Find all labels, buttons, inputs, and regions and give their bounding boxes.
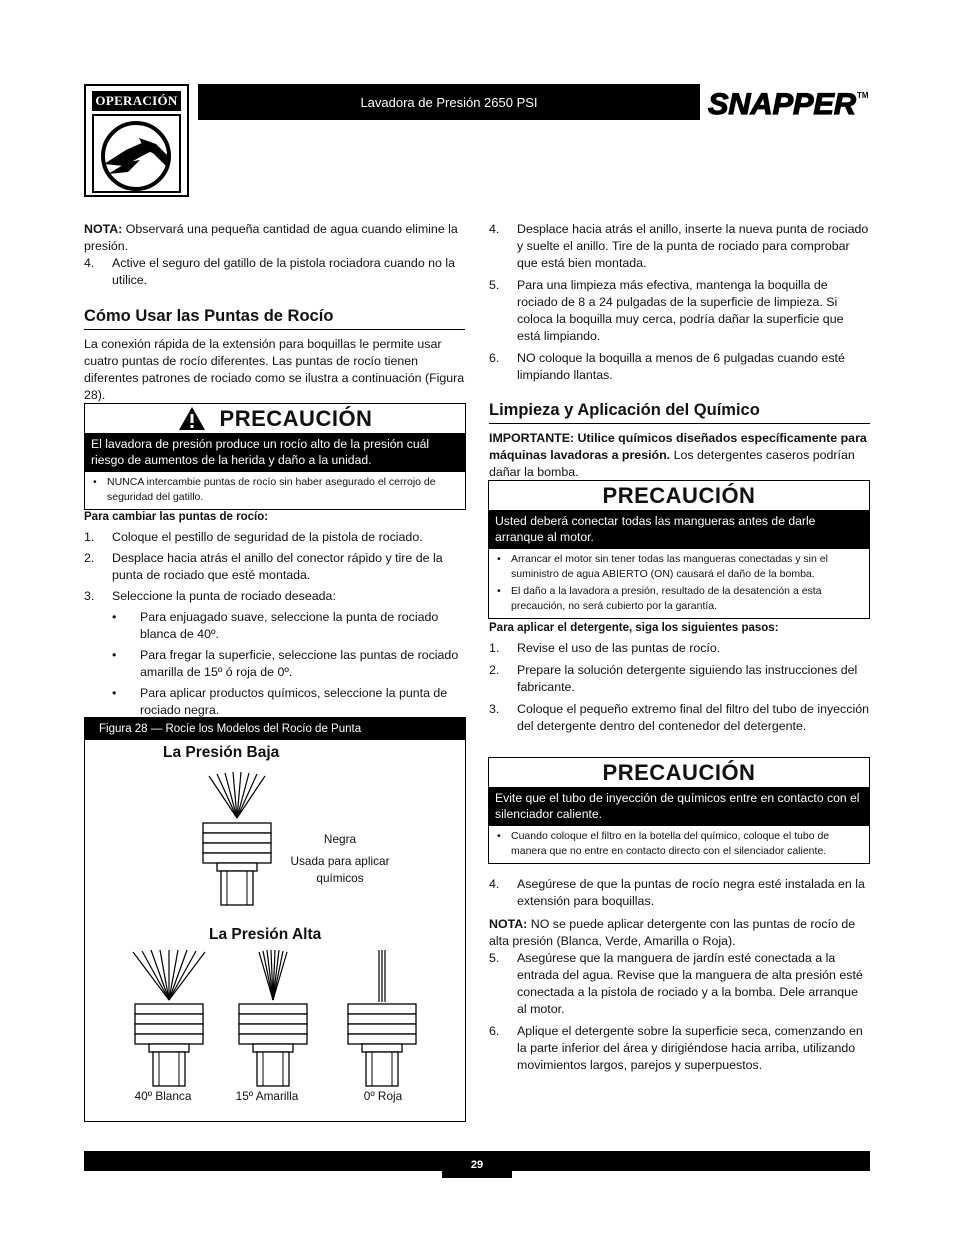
caution-title: PRECAUCIÓN	[602, 482, 756, 508]
note-paragraph	[489, 916, 870, 950]
important-bold: IMPORTANTE: Utilice químicos diseñados específicamente para máquinas lavadoras a presión.	[489, 431, 867, 462]
note-label: NOTA:	[489, 917, 528, 931]
caution-note: • Cuando coloque el filtro en la botella del químico, coloque el tubo de manera que no entre en contacto directo con el silenciador caliente.	[497, 830, 830, 857]
white-nozzle-spray	[133, 950, 205, 1000]
black-tip-description: Usada para aplicar químicos	[290, 854, 390, 885]
brand-logo-text: SNAPPER	[708, 88, 857, 120]
list-item: 5. Para una limpieza más efectiva, mantenga la boquilla de rociado de 8 a 24 pulgadas de la superficie de limpieza. Si coloca la boquilla muy cerca, podría dañar la superficie que está limpiando.	[489, 278, 844, 343]
caution-title: PRECAUCIÓN	[219, 405, 373, 431]
list-item: 3. Seleccione la punta de rociado deseada:	[84, 589, 336, 603]
caution-box-left	[84, 403, 466, 510]
caution-warning: El lavadora de presión produce un rocío alto de la presión cuál riesgo de aumentos de la herida y daño a la unidad.	[85, 433, 465, 472]
caution-header	[489, 758, 869, 787]
list-item: 2. Desplace hacia atrás el anillo del conector rápido y tire de la punta de rociado que esté montada.	[84, 551, 443, 582]
white-nozzle-icon	[135, 1004, 203, 1086]
important-rest: Los detergentes caseros podrían dañar la bomba.	[489, 448, 855, 479]
page-number: 29	[442, 1153, 512, 1178]
caution-notes	[489, 549, 869, 618]
caution-note: • Arrancar el motor sin tener todas las mangueras conectadas y sin el suministro de agua ABIERTO (ON) causará el daño de la bomba.	[497, 553, 828, 580]
bullet-item: • Para aplicar productos químicos, seleccione la punta de rociado negra.	[112, 686, 448, 717]
list-item: 6. NO coloque la boquilla a menos de 6 pulgadas cuando esté limpiando llantas.	[489, 351, 845, 382]
list-item: 5. Asegúrese que la manguera de jardín esté conectada a la entrada del agua. Revise que la manguera de alta presión esté conectada a la pistola de rociado y a la bomba. Dele arranque al motor.	[489, 951, 863, 1016]
right-column-top	[489, 221, 870, 481]
caution-box-muffler	[488, 757, 870, 864]
caution-note-text: NUNCA intercambie puntas de rocío sin haber asegurado el cerrojo de seguridad del gatillo.	[107, 476, 436, 503]
note-paragraph	[84, 221, 465, 255]
list-item	[84, 255, 465, 289]
detergent-title: Para aplicar el detergente, siga los siguientes pasos:	[489, 622, 779, 634]
caution-header	[85, 404, 465, 433]
high-pressure-title: La Presión Alta	[209, 926, 322, 943]
tip-label-red: 0º Roja	[363, 1089, 403, 1103]
brand-trademark: TM	[857, 91, 869, 100]
warning-triangle-icon	[178, 406, 206, 431]
intro-paragraph: La conexión rápida de la extensión para boquillas le permite usar cuatro puntas de rocío diferentes. Las puntas de rocío tienen diferentes patrones de rociado como se ilustra a continuación (Figura 28).	[84, 337, 465, 402]
list-item: 6. Aplique el detergente sobre la superficie seca, comenzando en la parte inferior del área y dirigiéndose hacia arriba, utilizando movimientos largos, parejos y superpuestos.	[489, 1024, 863, 1072]
caution-notes	[85, 472, 465, 509]
black-tip-label: Negra	[323, 832, 357, 846]
red-nozzle-icon	[348, 1004, 416, 1086]
list-item: 3. Coloque el pequeño extremo final del filtro del tubo de inyección del detergente dentro del contenedor del detergente.	[489, 702, 869, 733]
caution-warning: Usted deberá conectar todas las mangueras antes de darle arranque al motor.	[489, 510, 869, 549]
black-nozzle-icon	[203, 823, 271, 905]
list-item: 4. Desplace hacia atrás el anillo, inserte la nueva punta de rociado y suelte el anillo. Tire de la punta de rociado para comprobar que está bien montada.	[489, 222, 869, 270]
red-nozzle-spray	[379, 950, 385, 1002]
bullet-item: • Para fregar la superficie, seleccione las puntas de rociado amarilla de 15º ó roja de 0º.	[112, 648, 459, 679]
caution-box-engine	[488, 480, 870, 619]
note-label: NOTA:	[84, 222, 123, 236]
section-title-chemical: Limpieza y Aplicación del Químico	[489, 400, 870, 424]
note-text: NO se puede aplicar detergente con las puntas de rocío de alta presión (Blanca, Verde, Amarilla o Roja).	[489, 917, 856, 948]
list-item: 1. Coloque el pestillo de seguridad de la pistola de rociado.	[84, 530, 423, 544]
detergent-steps	[489, 620, 870, 735]
tip-label-yellow: 15º Amarilla	[235, 1089, 299, 1103]
caution-header	[489, 481, 869, 510]
figure-28	[84, 717, 466, 1122]
spray-tips-illustration	[85, 718, 465, 1121]
list-item: 4. Asegúrese de que la puntas de rocío negra esté instalada en la extensión para boquillas.	[489, 877, 865, 908]
caution-warning: Evite que el tubo de inyección de químicos entre en contacto con el silenciador caliente.	[489, 787, 869, 826]
left-steps	[84, 509, 465, 719]
step-number: 4.	[84, 256, 95, 270]
caution-notes	[489, 826, 869, 863]
operation-badge	[84, 84, 189, 197]
bullet-item: • Para enjuagado suave, seleccione la punta de rociado blanca de 40º.	[112, 610, 439, 641]
brand-logo	[706, 84, 872, 120]
caution-note: • NUNCA intercambie puntas de rocío sin haber asegurado el cerrojo de seguridad del gatillo.	[91, 475, 459, 505]
important-paragraph	[489, 430, 870, 481]
step-text: Active el seguro del gatillo de la pistola rociadora cuando no la utilice.	[112, 256, 456, 287]
yellow-nozzle-spray	[259, 950, 287, 1000]
document-title: Lavadora de Presión 2650 PSI	[360, 94, 538, 110]
list-item: 2. Prepare la solución detergente siguiendo las instrucciones del fabricante.	[489, 663, 858, 694]
change-tips-title: Para cambiar las puntas de rocío:	[84, 511, 269, 523]
caution-title: PRECAUCIÓN	[602, 759, 756, 785]
black-nozzle-spray	[209, 772, 265, 818]
figure-caption: Figura 28 — Rocíe los Modelos del Rocío de Punta	[85, 718, 465, 740]
list-item: 1. Revise el uso de las puntas de rocío.	[489, 641, 721, 655]
note-text: Observará una pequeña cantidad de agua cuando elimine la presión.	[84, 222, 458, 253]
low-pressure-title: La Presión Baja	[163, 744, 280, 761]
left-column-top	[84, 221, 465, 404]
section-title-spray-tips: Cómo Usar las Puntas de Rocío	[84, 306, 465, 330]
operation-badge-label: OPERACIÓN	[92, 91, 181, 111]
final-steps	[489, 876, 870, 1074]
hands-icon	[92, 114, 181, 193]
caution-note: • El daño a la lavadora a presión, resultado de la desatención a esta precaución, no será cubierto por la garantía.	[497, 585, 822, 612]
tip-label-white: 40º Blanca	[134, 1089, 192, 1103]
document-title-bar	[198, 84, 700, 120]
yellow-nozzle-icon	[239, 1004, 307, 1086]
